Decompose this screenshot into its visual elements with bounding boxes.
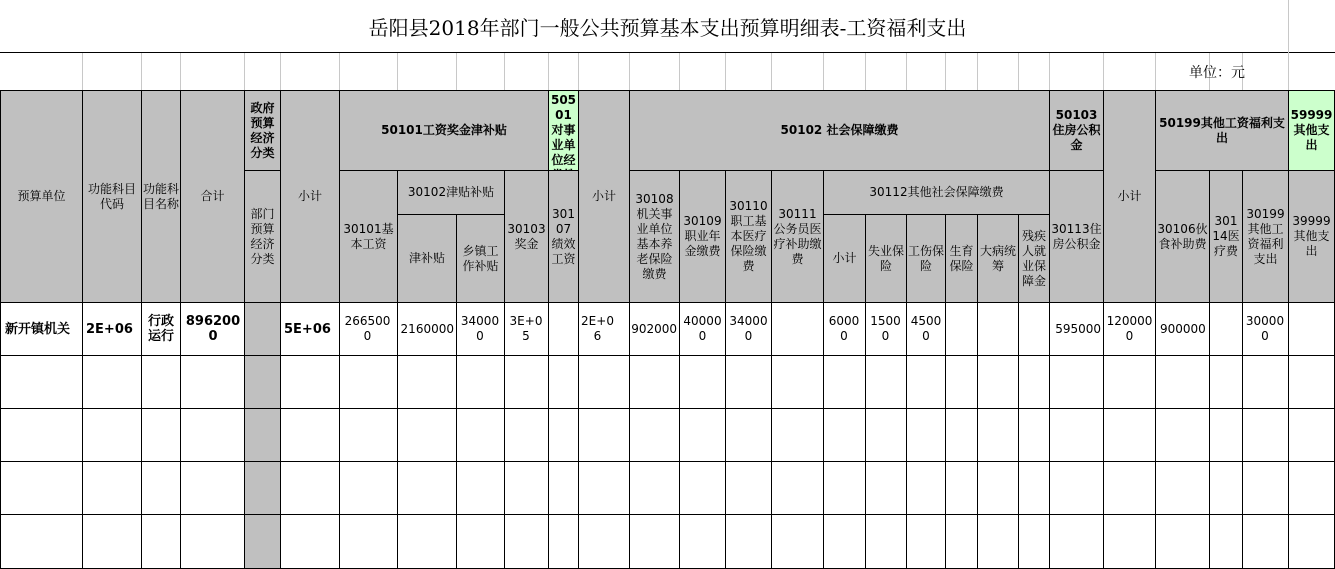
header-group-50501: 50501对事业单位经 [549,91,579,171]
empty-cell [1210,356,1243,409]
header-gov-econ-class: 政府预算经济分类 [245,91,281,171]
empty-cell [1050,356,1104,409]
cell-disability-fund [1019,303,1050,356]
empty-cell [978,462,1019,515]
empty-cell [1289,356,1335,409]
grid-line [725,53,726,91]
grid-line [629,53,630,91]
empty-cell [630,409,680,462]
cell-30113: 595000 [1050,303,1104,356]
grid-line [1155,53,1156,91]
header-subtotal: 小计 [1104,91,1156,303]
empty-cell [340,409,398,462]
empty-cell [1289,462,1335,515]
header-30199: 30199其他工资福利支出 [1243,171,1289,303]
empty-cell [946,409,978,462]
header-group-50102: 50102 社会保障缴费 [630,91,1050,171]
empty-cell [1156,356,1210,409]
empty-cell [630,356,680,409]
empty-cell [579,515,630,569]
empty-cell [680,462,726,515]
grid-line [945,53,946,91]
empty-cell [340,356,398,409]
grid-line [578,53,579,91]
empty-cell [181,462,245,515]
empty-cell [726,356,772,409]
empty-cell [457,409,505,462]
grid-line [339,53,340,91]
empty-cell [946,515,978,569]
grid-line [1288,53,1289,91]
empty-cell [340,515,398,569]
empty-cell [457,515,505,569]
cell-30106: 900000 [1156,303,1210,356]
header-group-59999: 59999其他支出 [1289,91,1335,171]
cell-function-code: 2E+06 [83,303,142,356]
unit-label: 单位：元 [1189,65,1245,81]
empty-cell [772,409,824,462]
empty-cell [579,462,630,515]
page-title: 岳阳县2018年部门一般公共预算基本支出预算明细表-工资福利支出 [0,0,1335,53]
empty-cell [549,409,579,462]
empty-cell [142,356,181,409]
empty-cell [1,462,83,515]
empty-cell [245,356,281,409]
empty-cell [1156,515,1210,569]
empty-cell [1243,462,1289,515]
empty-cell [398,409,457,462]
empty-cell [1289,409,1335,462]
empty-cell [1019,462,1050,515]
cell-township-subsidy: 340000 [457,303,505,356]
cell-30111 [772,303,824,356]
grid-line [82,53,83,91]
header-disability-fund: 残疾人就业保障金 [1019,215,1050,303]
empty-cell [549,356,579,409]
empty-cell [281,356,340,409]
empty-cell [579,356,630,409]
cell-39999 [1289,303,1335,356]
grid-line [1288,0,1289,53]
cell-30108: 902000 [630,303,680,356]
empty-cell [281,409,340,462]
empty-cell [505,356,549,409]
header-maternity-insurance: 生育保险 [946,215,978,303]
empty-cell [281,462,340,515]
empty-cell [245,462,281,515]
header-subtotal: 小计 [579,91,630,303]
empty-cell [824,462,866,515]
empty-cell [1104,515,1156,569]
empty-cell [83,462,142,515]
grid-line [397,53,398,91]
empty-cell [978,356,1019,409]
empty-cell [1050,515,1104,569]
empty-cell [866,515,907,569]
empty-cell [772,515,824,569]
empty-cell [907,515,946,569]
cell-function-name: 行政运行 [142,303,181,356]
empty-cell [1,409,83,462]
header-30110: 30110职工基本医疗保险缴费 [726,171,772,303]
header-budget-unit: 预算单位 [1,91,83,303]
cell-30101: 2665000 [340,303,398,356]
empty-cell [866,409,907,462]
grid-line [141,53,142,91]
grid-line [823,53,824,91]
cell-30110: 340000 [726,303,772,356]
header-group-50101: 50101工资奖金津补贴 [340,91,549,171]
empty-cell [549,462,579,515]
cell-injury-insurance: 45000 [907,303,946,356]
header-30112-subtotal: 小计 [824,215,866,303]
empty-cell [1019,515,1050,569]
empty-cell [1156,409,1210,462]
grid-line [1049,53,1050,91]
empty-cell [245,409,281,462]
empty-cell [505,462,549,515]
empty-cell [726,462,772,515]
grid-line [977,53,978,91]
header-subtotal: 小计 [281,91,340,303]
empty-cell [866,462,907,515]
cell-30109: 400000 [680,303,726,356]
header-30108: 30108机关事业单位基本养老保险缴费 [630,171,680,303]
empty-cell [866,356,907,409]
empty-cell [978,515,1019,569]
empty-cell [726,515,772,569]
cell-30107 [549,303,579,356]
empty-cell [1210,462,1243,515]
empty-cell [340,462,398,515]
grid-line [906,53,907,91]
empty-cell [907,409,946,462]
empty-cell [726,409,772,462]
header-30106: 30106伙食补助费 [1156,171,1210,303]
cell-30112-subtotal: 60000 [824,303,866,356]
cell-econ-class [245,303,281,356]
cell-maternity-insurance [946,303,978,356]
empty-cell [1243,409,1289,462]
empty-cell [83,409,142,462]
grid-line [548,53,549,91]
header-30107: 30107绩效工资 [549,171,579,303]
empty-cell [1019,409,1050,462]
empty-cell [1,356,83,409]
header-30114: 30114医疗费 [1210,171,1243,303]
empty-cell [1050,462,1104,515]
grid-line [1103,53,1104,91]
header-39999: 39999其他支出 [1289,171,1335,303]
empty-cell [579,409,630,462]
empty-cell [1289,515,1335,569]
header-30111: 30111公务员医疗补助缴费 [772,171,824,303]
empty-cell [824,409,866,462]
empty-cell [1210,409,1243,462]
cell-serious-illness [978,303,1019,356]
grid-line [504,53,505,91]
empty-cell [83,356,142,409]
empty-cell [1243,356,1289,409]
empty-cell [1019,356,1050,409]
empty-cell [1050,409,1104,462]
cell-subtotal: 2E+06 [579,303,630,356]
empty-cell [946,356,978,409]
empty-cell [142,409,181,462]
grid-line [865,53,866,91]
header-unemployment-insurance: 失业保险 [866,215,907,303]
header-township-subsidy: 乡镇工作补贴 [457,215,505,303]
empty-cell [398,356,457,409]
empty-cell [457,462,505,515]
header-allowance: 津补贴 [398,215,457,303]
header-group-30112: 30112其他社会保障缴费 [824,171,1050,215]
empty-cell [181,409,245,462]
empty-cell [181,356,245,409]
header-function-name: 功能科目名称 [142,91,181,303]
empty-cell [1104,356,1156,409]
empty-cell [630,515,680,569]
header-30101: 30101基本工资 [340,171,398,303]
empty-cell [142,515,181,569]
empty-cell [680,356,726,409]
grid-line [180,53,181,91]
header-function-code: 功能科目代码 [83,91,142,303]
cell-subtotal: 1200000 [1104,303,1156,356]
grid-line [771,53,772,91]
empty-cell [824,356,866,409]
cell-allowance: 2160000 [398,303,457,356]
header-dept-econ-class: 部门预算经济分类 [245,171,281,303]
empty-cell [1104,462,1156,515]
grid-line [456,53,457,91]
empty-cell [824,515,866,569]
empty-cell [907,462,946,515]
empty-cell [281,515,340,569]
empty-cell [1,515,83,569]
header-group-30102: 30102津贴补贴 [398,171,505,215]
empty-cell [1156,462,1210,515]
empty-cell [398,515,457,569]
empty-cell [457,356,505,409]
empty-cell [978,409,1019,462]
empty-cell [680,409,726,462]
header-injury-insurance: 工伤保险 [907,215,946,303]
header-30109: 30109职业年金缴费 [680,171,726,303]
empty-cell [142,462,181,515]
cell-budget-unit: 新开镇机关 [1,303,83,356]
empty-cell [549,515,579,569]
empty-cell [245,515,281,569]
empty-cell [181,515,245,569]
empty-cell [83,515,142,569]
empty-cell [1210,515,1243,569]
cell-30114 [1210,303,1243,356]
grid-line [679,53,680,91]
empty-cell [398,462,457,515]
header-30113: 30113住房公积金 [1050,171,1104,303]
cell-subtotal: 5E+06 [281,303,340,356]
cell-unemployment-insurance: 15000 [866,303,907,356]
cell-30199: 300000 [1243,303,1289,356]
header-total: 合计 [181,91,245,303]
cell-total: 8962000 [181,303,245,356]
empty-cell [630,462,680,515]
empty-cell [680,515,726,569]
header-30103: 30103奖金 [505,171,549,303]
grid-line [280,53,281,91]
empty-cell [946,462,978,515]
grid-line [1018,53,1019,91]
empty-cell [1104,409,1156,462]
header-group-50199: 50199其他工资福利支出 [1156,91,1289,171]
header-group-50103: 50103住房公积金 [1050,91,1104,171]
header-serious-illness: 大病统筹 [978,215,1019,303]
empty-cell [772,462,824,515]
empty-cell [907,356,946,409]
empty-cell [772,356,824,409]
cell-30103: 3E+05 [505,303,549,356]
empty-cell [505,515,549,569]
grid-line [244,53,245,91]
empty-cell [1243,515,1289,569]
empty-cell [505,409,549,462]
